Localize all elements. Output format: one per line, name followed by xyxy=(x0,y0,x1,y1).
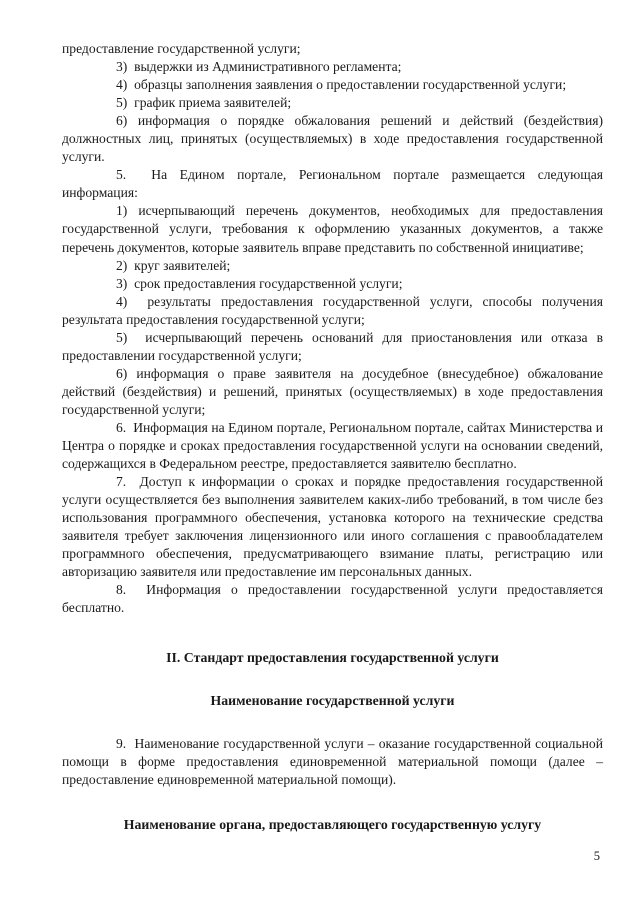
list-item-3b: 3) срок предоставления государственной услуги; xyxy=(116,275,403,291)
list-item-1: 1) исчерпывающий перечень документов, необходимых для предоставления государственной услуги, требования к оформлению указанных документов, а также перечень документов, которые заявитель вправе представить по собственной инициативе; xyxy=(62,203,603,255)
list-item-6: 6) информация о порядке обжалования решений и действий (бездействия) должностных лиц, принятых (осуществляемых) в ходе предоставления государственной услуги. xyxy=(62,113,603,165)
paragraph-7: 7. Доступ к информации о сроках и порядке предоставления государственной услуги осуществляется без выполнения заявителем каких-либо требований, в том числе без использования программного обеспечения, установка которого на технические средства заявителя требует заключения лицензионного или иного соглашения с правообладателем программного обеспечения, предусматривающего взимание платы, регистрацию или авторизацию заявителя или предоставление им персональных данных. xyxy=(62,474,603,580)
paragraph-continuation: предоставление государственной услуги; xyxy=(62,41,301,56)
paragraph-8: 8. Информация о предоставлении государственной услуги предоставляется бесплатно. xyxy=(62,582,603,616)
paragraph-6: 6. Информация на Едином портале, Региональном портале, сайтах Министерства и Центра о порядке и сроках предоставления государственной услуги на основании сведений, содержащихся в Федеральном реестре, предоставляется заявителю бесплатно. xyxy=(62,419,603,472)
paragraph-9: 9. Наименование государственной услуги – оказание государственной социальной помощи в форме предоставления единовременной материальной помощи (далее – предоставление единовременной материальной помощи). xyxy=(62,735,603,787)
list-item-5b: 5) исчерпывающий перечень оснований для приостановления или отказа в предоставлении государственной услуги; xyxy=(62,329,603,363)
list-item-4: 4) образцы заполнения заявления о предоставлении государственной услуги; xyxy=(116,77,567,93)
list-item-6b: 6) информация о праве заявителя на досудебное (внесудебное) обжалование действий (бездействия) и решений, принятых (осуществляемых) в ходе предоставления государственной услуги; xyxy=(62,365,603,417)
subheading-authority: Наименование органа, предоставляющего государственную услугу xyxy=(123,816,542,832)
section-heading: II. Стандарт предоставления государственной услуги xyxy=(166,649,499,665)
page-number: 5 xyxy=(593,849,600,863)
list-item-3: 3) выдержки из Административного регламента; xyxy=(116,59,402,75)
list-item-5: 5) график приема заявителей; xyxy=(116,95,292,111)
paragraph-5: 5. На Едином портале, Региональном портале размещается следующая информация: xyxy=(62,167,603,201)
list-item-2: 2) круг заявителей; xyxy=(116,257,231,273)
list-item-4b: 4) результаты предоставления государственной услуги, способы получения результата предоставления государственной услуги; xyxy=(62,293,603,327)
subheading-service-name: Наименование государственной услуги xyxy=(210,692,455,708)
